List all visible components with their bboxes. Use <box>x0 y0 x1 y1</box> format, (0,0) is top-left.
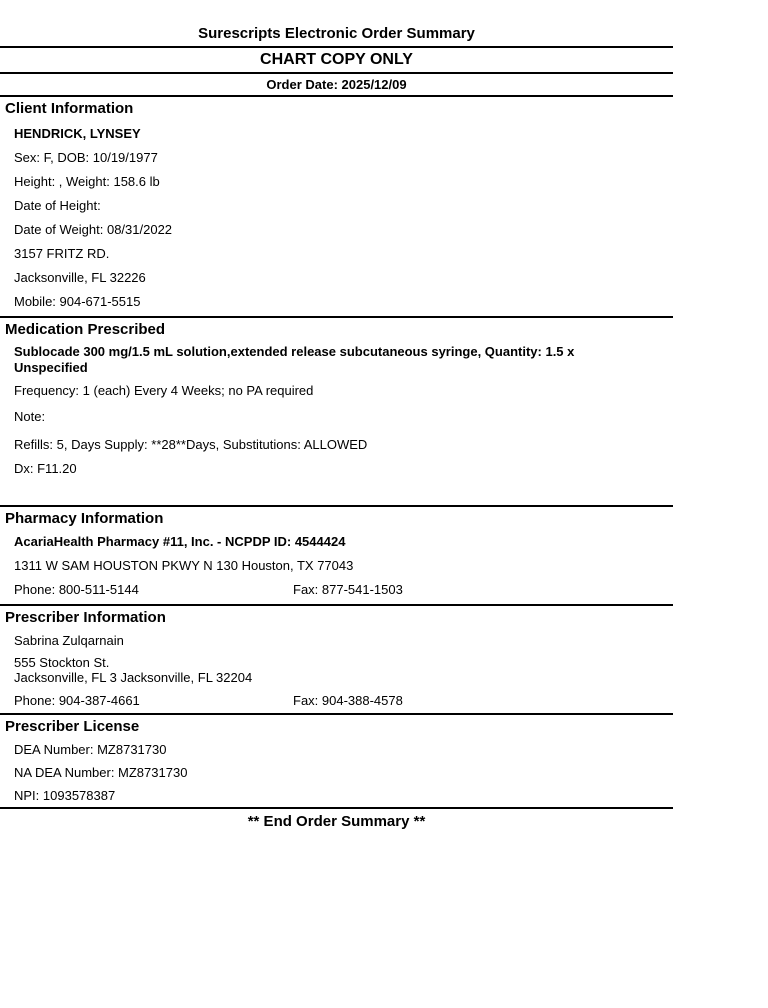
chart-copy-banner: CHART COPY ONLY <box>260 51 413 68</box>
client-address-street: 3157 FRITZ RD. <box>14 246 110 261</box>
medication-refills: Refills: 5, Days Supply: **28**Days, Substitutions: ALLOWED <box>14 437 368 452</box>
client-name: HENDRICK, LYNSEY <box>14 126 141 141</box>
prescriber-address-line1: 555 Stockton St. <box>14 655 110 670</box>
end-order-summary: ** End Order Summary ** <box>247 813 426 830</box>
order-date: Order Date: 2025/12/09 <box>266 77 407 92</box>
pharmacy-information-header: Pharmacy Information <box>5 510 164 527</box>
prescriber-license-section <box>0 715 673 807</box>
prescriber-phone-fax <box>0 689 673 713</box>
prescriber-information-section <box>0 606 673 713</box>
prescriber-information-header: Prescriber Information <box>5 609 166 626</box>
prescriber-address <box>0 655 673 685</box>
prescriber-name: Sabrina Zulqarnain <box>14 633 124 648</box>
medication-prescribed-header: Medication Prescribed <box>5 321 166 338</box>
prescriber-phone: Phone: 904-387-4661 <box>14 693 140 708</box>
client-information-section <box>0 97 673 314</box>
client-sex-dob: Sex: F, DOB: 10/19/1977 <box>14 150 158 165</box>
prescriber-na-dea-number: NA DEA Number: MZ8731730 <box>14 765 188 780</box>
client-height-weight: Height: , Weight: 158.6 lb <box>14 174 160 189</box>
pharmacy-information-section <box>0 507 673 602</box>
medication-prescribed-section <box>0 318 673 481</box>
prescriber-dea-number: DEA Number: MZ8731730 <box>14 742 167 757</box>
client-mobile: Mobile: 904-671-5515 <box>14 294 141 309</box>
client-information-header: Client Information <box>5 100 134 117</box>
prescriber-license-header: Prescriber License <box>5 718 140 735</box>
client-date-of-weight: Date of Weight: 08/31/2022 <box>14 222 173 237</box>
prescriber-fax: Fax: 904-388-4578 <box>293 693 403 708</box>
pharmacy-name: AcariaHealth Pharmacy #11, Inc. - NCPDP ID: 4544424 <box>14 534 346 549</box>
client-address-city: Jacksonville, FL 32226 <box>14 270 146 285</box>
pharmacy-phone-fax <box>0 578 673 602</box>
pharmacy-fax: Fax: 877-541-1503 <box>293 582 403 597</box>
page-title: Surescripts Electronic Order Summary <box>198 25 475 42</box>
pharmacy-address: 1311 W SAM HOUSTON PKWY N 130 Houston, TX 77043 <box>14 558 354 573</box>
medication-name: Sublocade 300 mg/1.5 mL solution,extended release subcutaneous syringe, Quantity: 1.5 x Unspecified <box>14 344 575 375</box>
prescriber-npi: NPI: 1093578387 <box>14 788 116 803</box>
medication-frequency: Frequency: 1 (each) Every 4 Weeks; no PA required <box>14 383 314 398</box>
client-date-of-height: Date of Height: <box>14 198 101 213</box>
medication-note: Note: <box>14 409 46 424</box>
pharmacy-phone: Phone: 800-511-5144 <box>14 582 139 597</box>
medication-dx: Dx: F11.20 <box>14 461 77 476</box>
prescriber-address-line2: Jacksonville, FL 3 Jacksonville, FL 32204 <box>14 670 253 685</box>
